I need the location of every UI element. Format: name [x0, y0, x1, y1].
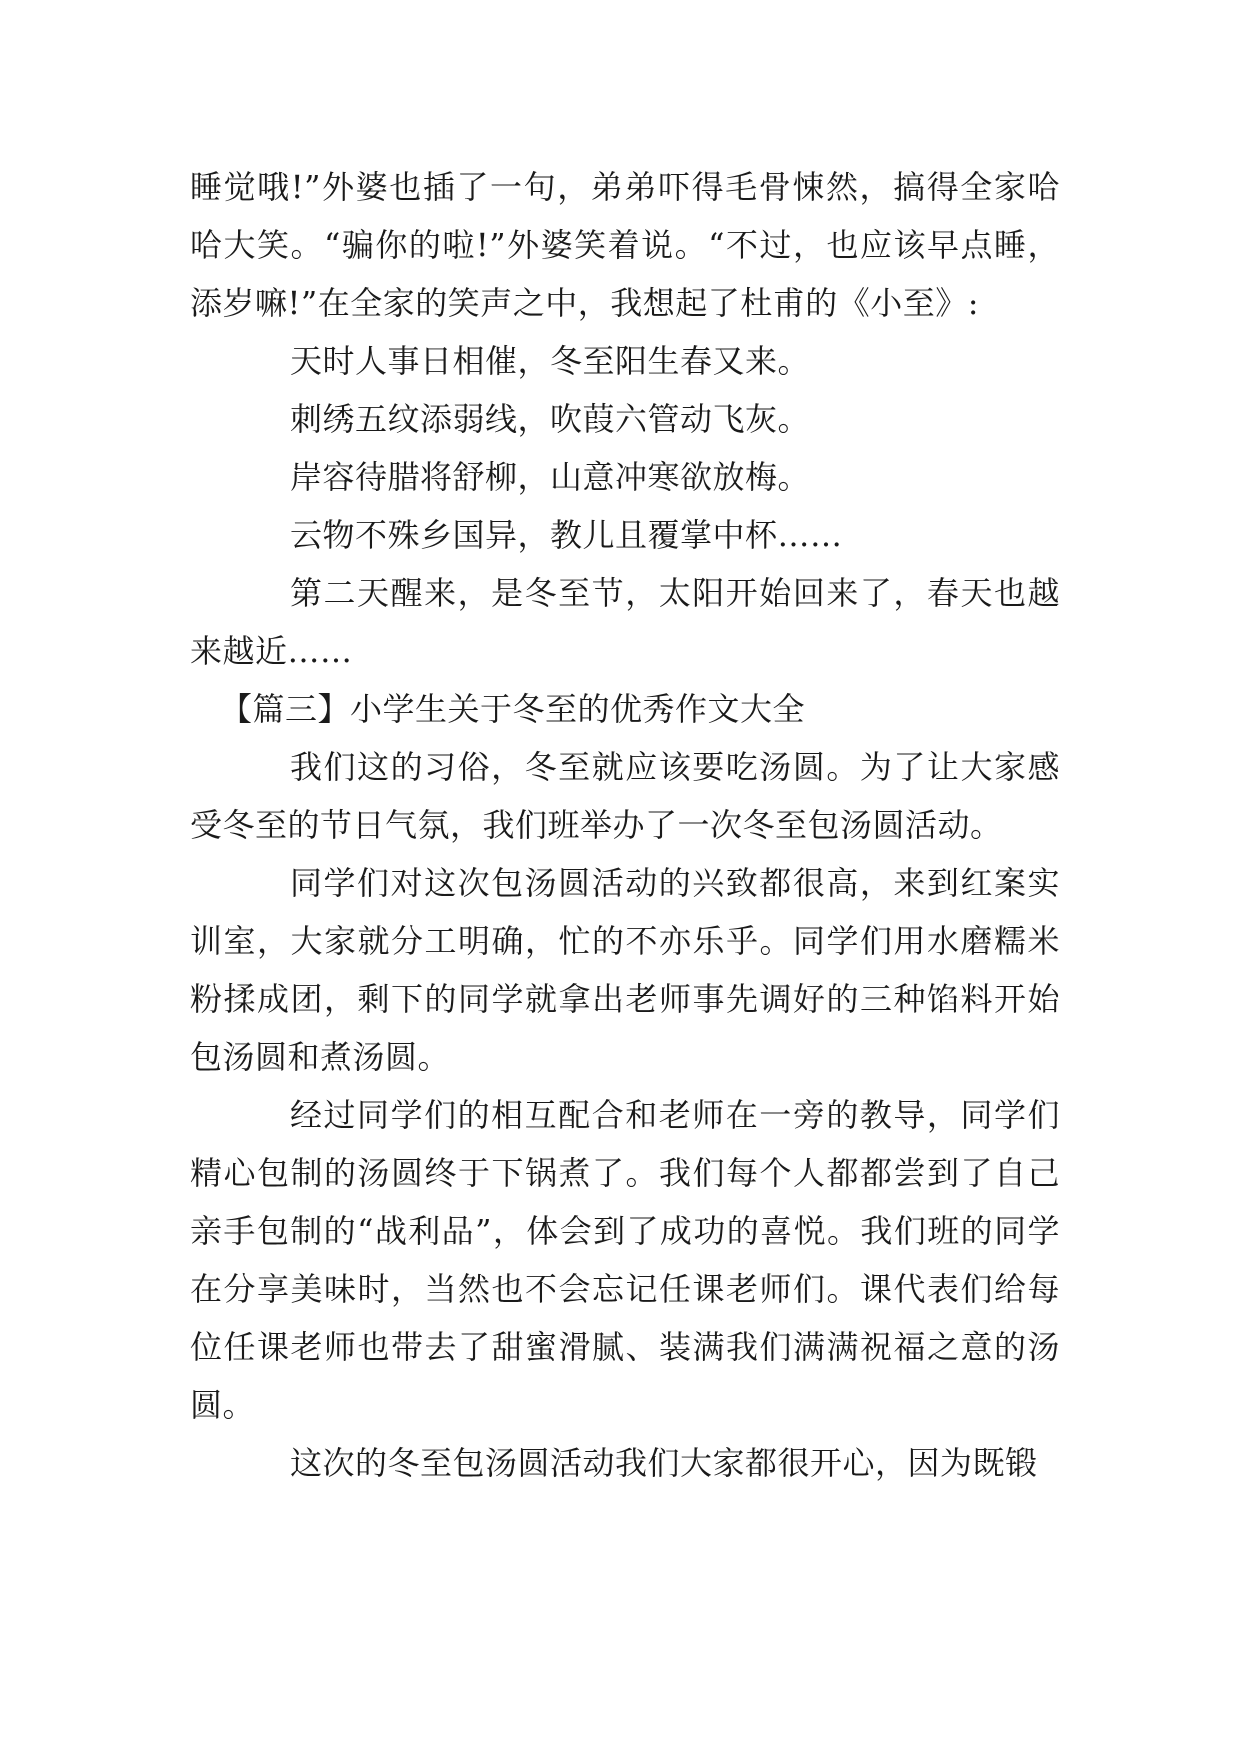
poem-line: 云物不殊乡国异，教儿且覆掌中杯…… — [290, 516, 843, 554]
document-body — [190, 158, 1060, 1492]
section-heading: 【篇三】小学生关于冬至的优秀作文大全 — [220, 690, 806, 728]
section-paragraph: 这次的冬至包汤圆活动我们大家都很开心，因为既锻 — [290, 1444, 1038, 1482]
poem-line: 天时人事日相催，冬至阳生春又来。 — [290, 342, 811, 380]
section-paragraph: 经过同学们的相互配合和老师在一旁的教导，同学们精心包制的汤圆终于下锅煮了。我们每个人都都尝到了自己亲手包制的“战利品”，体会到了成功的喜悦。我们班的同学在分享美味时，当然也不会忘记任课老师们。课代表们给每位任课老师也带去了甜蜜滑腻、装满我们满满祝福之意的汤圆。 — [190, 1096, 1060, 1424]
poem-line: 刺绣五纹添弱线，吹葭六管动飞灰。 — [290, 400, 811, 438]
poem-line: 岸容待腊将舒柳，山意冲寒欲放梅。 — [290, 458, 811, 496]
closing-paragraph: 第二天醒来，是冬至节，太阳开始回来了，春天也越来越近…… — [190, 574, 1060, 670]
opening-paragraph: 睡觉哦!”外婆也插了一句，弟弟吓得毛骨悚然，搞得全家哈哈大笑。“骗你的啦!”外婆笑着说。“不过，也应该早点睡，添岁嘛!”在全家的笑声之中，我想起了杜甫的《小至》: — [190, 168, 1060, 322]
poem — [190, 332, 1060, 564]
section-paragraph: 我们这的习俗，冬至就应该要吃汤圆。为了让大家感受冬至的节日气氛，我们班举办了一次冬至包汤圆活动。 — [190, 748, 1060, 844]
section-paragraph: 同学们对这次包汤圆活动的兴致都很高，来到红案实训室，大家就分工明确，忙的不亦乐乎。同学们用水磨糯米粉揉成团，剩下的同学就拿出老师事先调好的三种馅料开始包汤圆和煮汤圆。 — [190, 864, 1060, 1076]
